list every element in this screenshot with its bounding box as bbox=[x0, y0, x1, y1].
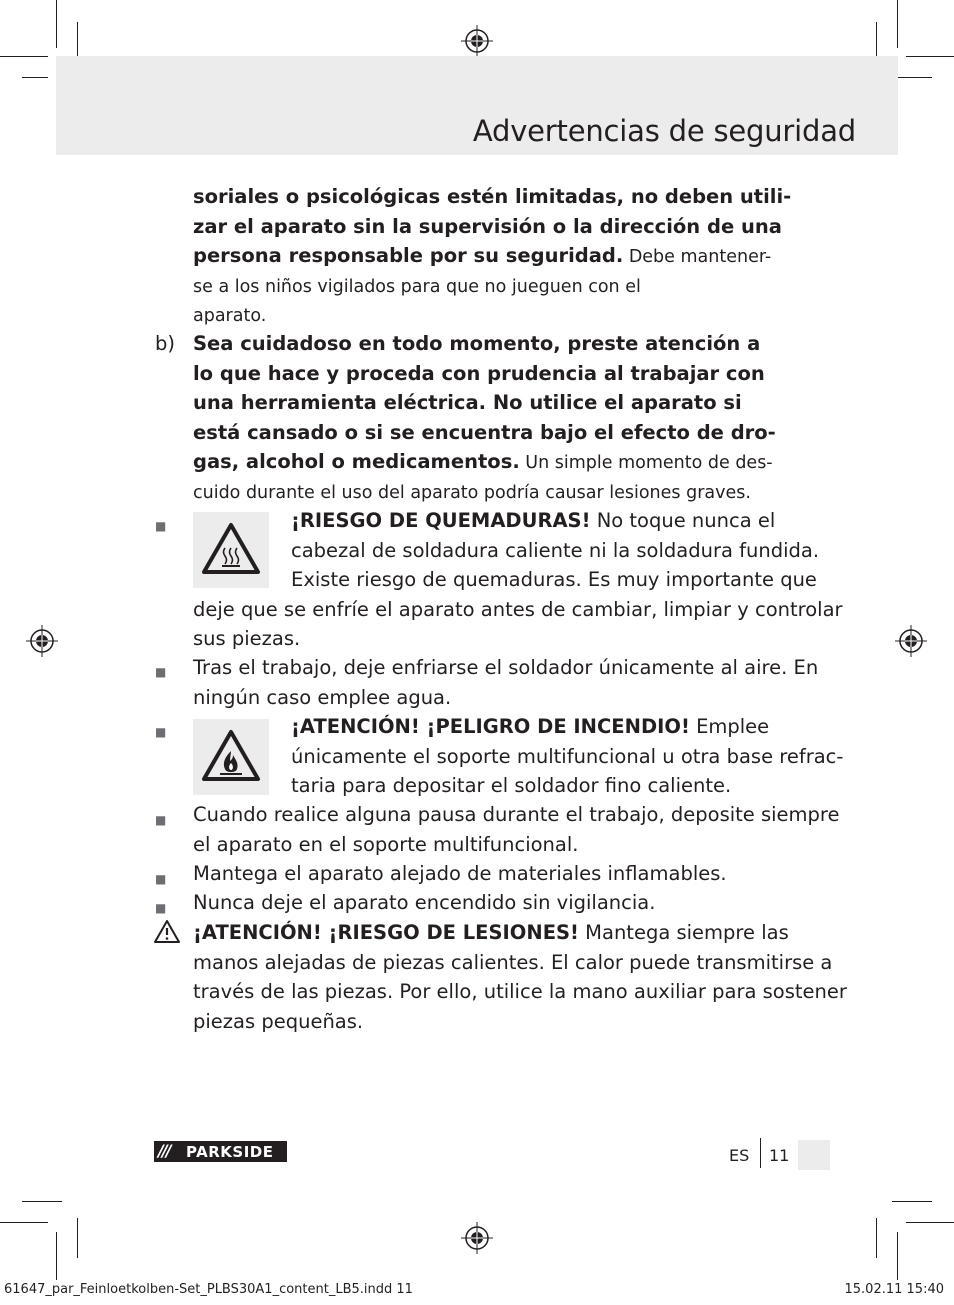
text-line: cuido durante el uso del aparato podría causar lesiones graves. bbox=[193, 482, 751, 503]
text-line: ¡RIESGO DE QUEMADURAS! No toque nunca el bbox=[291, 509, 776, 532]
paragraph-continued bbox=[193, 182, 803, 332]
text-line: ¡ATENCIÓN! ¡PELIGRO DE INCENDIO! Emplee bbox=[291, 715, 770, 738]
registration-mark-icon bbox=[26, 625, 58, 657]
text-line: Nunca deje el aparato encendido sin vigilancia. bbox=[193, 891, 656, 914]
text-line: una herramienta eléctrica. No utilice el aparato si bbox=[193, 391, 742, 414]
crop-mark bbox=[22, 1201, 62, 1202]
text-line: está cansado o si se encuentra bajo el efecto de dro- bbox=[193, 420, 776, 444]
bullet-marker: ■ bbox=[155, 872, 167, 886]
crop-mark bbox=[77, 1218, 78, 1258]
page-title: Advertencias de seguridad bbox=[472, 114, 856, 148]
logo-slashes: /// bbox=[158, 1141, 170, 1160]
text-line: Tras el trabajo, deje enfriarse el soldador únicamente al aire. En bbox=[193, 656, 819, 679]
paragraph-cool bbox=[193, 653, 819, 712]
bullet-marker: ■ bbox=[155, 665, 167, 679]
text-line: únicamente el soporte multifuncional u otra base refrac- bbox=[291, 744, 844, 768]
text-line: soriales o psicológicas estén limitadas, no deben utili- bbox=[193, 185, 792, 208]
slug-filename: 61647_par_Feinloetkolben-Set_PLBS30A1_content_LB5.indd 11 bbox=[4, 1282, 413, 1297]
text-line: deje que se enfríe el aparato antes de cambiar, limpiar y controlar bbox=[193, 597, 843, 621]
crop-mark bbox=[22, 77, 48, 78]
text-line: Sea cuidadoso en todo momento, preste atención a bbox=[193, 332, 761, 355]
crop-mark bbox=[0, 1222, 48, 1223]
crop-mark bbox=[0, 56, 48, 57]
crop-mark bbox=[906, 56, 954, 57]
text-line: cabezal de soldadura caliente ni la soldadura fundida. bbox=[291, 538, 820, 562]
paragraph-flammable bbox=[193, 859, 803, 889]
text-line: piezas pequeñas. bbox=[193, 1009, 364, 1033]
paragraph-pause bbox=[193, 800, 840, 859]
list-marker-b: b) bbox=[155, 332, 175, 355]
text-line: ningún caso emplee agua. bbox=[193, 685, 452, 709]
text-line: taria para depositar el soldador fino caliente. bbox=[291, 774, 732, 797]
page-number: 11 bbox=[769, 1146, 790, 1165]
text-line: sus piezas. bbox=[193, 627, 301, 650]
crop-mark bbox=[56, 1232, 57, 1280]
text-line: persona responsable por su seguridad. Debe mantener- bbox=[193, 244, 772, 267]
text-line: aparato. bbox=[193, 306, 267, 326]
crop-mark bbox=[56, 0, 57, 48]
crop-mark bbox=[892, 77, 932, 78]
registration-mark-icon bbox=[461, 25, 493, 57]
bullet-marker: ■ bbox=[155, 519, 167, 533]
text-line: el aparato en el soporte multifuncional. bbox=[193, 832, 579, 856]
slug-date: 15.02.11 15:40 bbox=[844, 1282, 944, 1297]
text-line: ¡ATENCIÓN! ¡RIESGO DE LESIONES! Mantega siempre las bbox=[193, 921, 789, 944]
bullet-marker: ■ bbox=[155, 813, 167, 827]
crop-mark bbox=[906, 1222, 954, 1223]
paragraph-injury-warning bbox=[193, 918, 847, 1036]
text-line: manos alejadas de piezas calientes. El calor puede transmitirse a bbox=[193, 950, 833, 974]
paragraph-b bbox=[193, 329, 803, 508]
text-line: gas, alcohol o medicamentos. Un simple momento de des- bbox=[193, 450, 773, 473]
registration-mark-icon bbox=[895, 625, 927, 657]
crop-mark bbox=[876, 1218, 877, 1258]
text-line: Cuando realice alguna pausa durante el trabajo, deposite siempre bbox=[193, 803, 840, 826]
bullet-marker: ■ bbox=[155, 725, 167, 739]
crop-mark bbox=[897, 1232, 898, 1280]
language-code: ES bbox=[729, 1146, 750, 1165]
text-line: Mantega el aparato alejado de materiales inflamables. bbox=[193, 862, 727, 885]
crop-mark bbox=[897, 0, 898, 48]
paragraph-unattended bbox=[193, 888, 803, 918]
text-line: zar el aparato sin la supervisión o la dirección de una bbox=[193, 214, 782, 238]
crop-mark bbox=[892, 1201, 932, 1202]
logo-brand: PARKSIDE bbox=[186, 1143, 274, 1161]
text-line: se a los niños vigilados para que no jueguen con el bbox=[193, 276, 641, 297]
text-line: través de las piezas. Por ello, utilice la mano auxiliar para sostener bbox=[193, 980, 847, 1003]
text-line: lo que hace y proceda con prudencia al trabajar con bbox=[193, 361, 765, 385]
parkside-logo bbox=[154, 1141, 287, 1162]
paragraph-fire-warning bbox=[193, 712, 844, 801]
general-warning-icon bbox=[153, 919, 181, 944]
bullet-marker: ■ bbox=[155, 901, 167, 915]
text-line: Existe riesgo de quemaduras. Es muy importante que bbox=[291, 568, 817, 591]
footer-tab bbox=[798, 1140, 830, 1170]
paragraph-burn-warning bbox=[193, 506, 843, 654]
footer-divider bbox=[760, 1138, 761, 1168]
registration-mark-icon bbox=[461, 1222, 493, 1254]
